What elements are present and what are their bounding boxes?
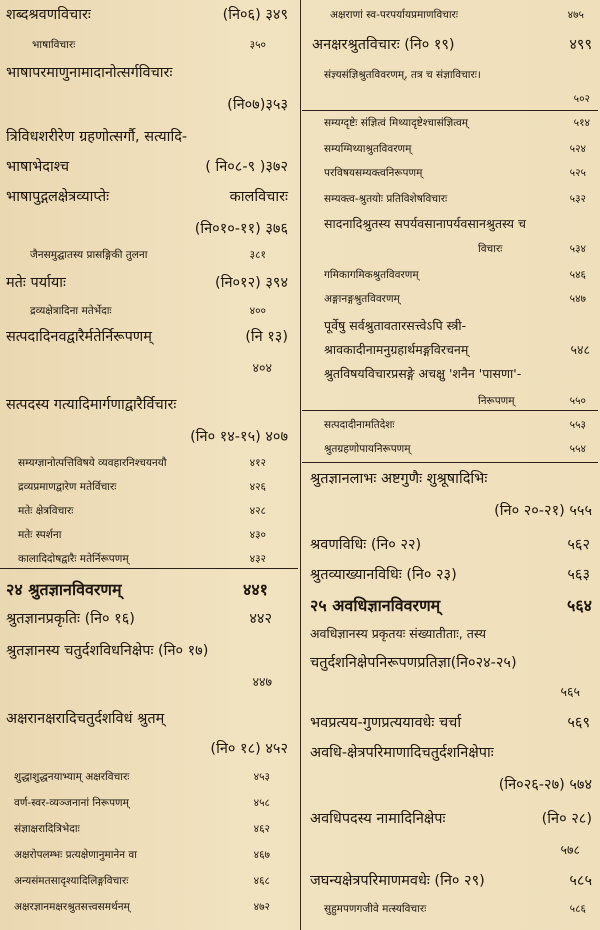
toc-entry: चतुर्दशनिक्षेपनिरूपणप्रतिज्ञा(नि०२४-२५): [310, 655, 517, 671]
toc-entry-page-line: (नि० १८) ४५२: [210, 741, 288, 757]
toc-entry: श्रुतज्ञानलाभः अष्टगुणैः शुश्रूषादिभिः: [310, 471, 488, 487]
toc-entry: द्रव्यक्षेत्रादिना मतेर्भेदाः ४००: [30, 305, 266, 317]
toc-entry: अनक्षरश्रुतविचारः (नि० १९) ४९९: [312, 37, 592, 53]
toc-entry-page-line: ५०२: [573, 93, 590, 105]
toc-entry-page-line: (नि०१०-११) ३७६: [194, 221, 288, 237]
toc-entry: त्रिविधशरीरेण ग्रहणोत्सर्गौ, सत्यादि-: [6, 129, 188, 145]
toc-entry-page-line: ४०४: [252, 360, 272, 375]
toc-entry: भाषापरमाणुनामादानोत्सर्गविचारः: [6, 65, 173, 81]
toc-entry: परविषयसम्यक्त्वनिरूपणम् ५२५: [324, 167, 586, 179]
toc-entry: शुद्धाशुद्धनयाभ्याम् अक्षरविचारः ४५३: [14, 771, 270, 783]
section-rule: [302, 462, 598, 463]
toc-entry: भाषापुद्गलक्षेत्रव्याप्तेः कालविचारः: [6, 189, 288, 205]
toc-entry: अवधिज्ञानस्य प्रकृतयः संख्यातीताः, तस्य: [310, 626, 486, 641]
toc-entry: श्रुतविषयविचारप्रसङ्गे अचक्षु 'शनैन 'पासणा'-: [324, 366, 522, 381]
toc-entry: जघन्यक्षेत्रपरिमाणमवधेः (नि० २९) ५८५: [310, 873, 592, 889]
toc-entry-page-line: (नि०२६-२७) ५७४: [498, 777, 592, 793]
toc-entry: शब्दश्रवणविचारः (नि०६) ३४९: [6, 7, 288, 23]
toc-entry: द्रव्यप्रमाणद्वारेण मतेर्विचारः ४२६: [18, 481, 266, 493]
toc-entry: मतेः पर्यायाः (नि०१२) ३९४: [6, 275, 288, 291]
toc-entry: श्रुतग्रहणोपायनिरूपणम् ५५४: [324, 443, 586, 455]
toc-entry: भाषाविचारः ३५०: [32, 39, 266, 51]
toc-entry: श्रावकादीनामनुग्रहार्थमङ्गविरचनम् ५४८: [324, 342, 590, 357]
toc-entry: भाषाभेदाश्च ( नि०८-९ )३७२: [6, 159, 288, 175]
toc-entry: सुहुमपणगजीवे मत्स्यविचारः ५८६: [324, 903, 586, 915]
toc-entry: विचारः ५३४: [478, 243, 586, 255]
column-divider: [300, 0, 301, 930]
toc-entry: गमिकागमिकश्रुतविवरणम् ५४६: [324, 269, 586, 281]
toc-entry: सत्पदादिनवद्वारैर्मतेर्निरूपणम् (नि १३): [6, 329, 288, 345]
toc-entry: निरूपणम् ५५०: [478, 395, 586, 407]
toc-entry: भवप्रत्यय-गुणप्रत्ययावधेः चर्चा ५६९: [310, 715, 590, 731]
toc-entry: मतेः स्पर्शना ४३०: [18, 529, 266, 541]
toc-entry: जैनसमुद्घातस्य प्रासङ्गिकी तुलना ३८१: [30, 249, 266, 261]
toc-entry: पूर्वेषु सर्वश्रुतावतारसत्त्वेऽपि स्त्री-: [324, 318, 467, 333]
toc-entry-page-line: ४४७: [252, 674, 272, 689]
toc-entry: सादनादिश्रुतस्य सपर्यवसानापर्यवसानश्रुतस्य च: [324, 216, 526, 231]
toc-entry-page-line: ५७८: [560, 842, 580, 857]
toc-entry: सम्यक्त्व-श्रुतयोः प्रतिविशेषविचारः ५३२: [324, 193, 586, 205]
toc-entry: श्रवणविधिः (नि० २२) ५६२: [310, 537, 590, 553]
toc-chapter-heading: २५ अवधिज्ञानविवरणम् ५६४: [310, 596, 592, 615]
toc-entry: संज्ञाक्षरादित्रिभेदाः ४६२: [14, 823, 270, 835]
toc-entry: अवधिपदस्य नामादिनिक्षेपः (नि० २८): [310, 811, 592, 827]
toc-entry: अक्षरानक्षरादिचतुर्दशविधं श्रुतम्: [6, 711, 165, 727]
toc-entry: अक्षराणां स्व-परपर्यायप्रमाणविचारः ४७५: [330, 9, 584, 21]
toc-entry-page-line: ५६५: [560, 684, 580, 699]
toc-entry: श्रुतव्याख्यानविधिः (नि० २३) ५६३: [310, 567, 590, 583]
toc-entry: श्रुतज्ञानस्य चतुर्दशविधनिक्षेपः (नि० १७): [6, 643, 209, 659]
toc-entry: अवधि-क्षेत्रपरिमाणादिचतुर्दशनिक्षेपाः: [310, 745, 494, 761]
toc-entry: अक्षरोपलम्भः प्रत्यक्षेणानुमानेन वा ४६७: [14, 849, 270, 861]
section-rule: [302, 110, 598, 111]
toc-entry: मतेः क्षेत्रविचारः ४२८: [18, 505, 266, 517]
toc-entry: वर्ण-स्वर-व्यञ्जनानां निरूपणम् ४५८: [14, 797, 270, 809]
toc-entry-page-line: (नि० १४-१५) ४०७: [190, 429, 288, 445]
toc-entry: सम्यग्दृष्टेः संज्ञित्वं मिथ्यादृष्टेश्चासंज्ञित्वम् ५१४: [324, 117, 590, 129]
section-rule: [0, 568, 298, 569]
section-rule: [302, 410, 598, 411]
toc-chapter-heading: २४ श्रुतज्ञानविवरणम् ४४१: [6, 580, 268, 599]
toc-entry: अङ्गानङ्गश्रुतविवरणम् ५४७: [324, 293, 586, 305]
toc-entry: सत्पदस्य गत्यादिमार्गणाद्वारैर्विचारः: [6, 397, 177, 413]
toc-entry: सम्यग्मिथ्याश्रुतविवरणम् ५२४: [324, 143, 586, 155]
toc-entry: अन्यसंमतसादृश्यादिलिङ्गविचारः ४६८: [14, 875, 270, 887]
toc-entry: संज्ञ्यसंज्ञिश्रुतविवरणम्, तत्र च संज्ञाविचारः।: [324, 69, 481, 81]
toc-entry-page-line: (नि० २०-२१) ५५५: [494, 503, 592, 519]
toc-entry: सत्पदादीनामतिदेशः ५५३: [324, 419, 586, 431]
toc-entry: कालादिदोषद्वारैः मतेर्निरूपणम् ४३२: [18, 553, 266, 565]
toc-entry: सम्यग्ज्ञानोत्पत्तिविषये व्यवहारनिश्चयनयौ ४१२: [18, 457, 266, 469]
toc-entry: अक्षरज्ञानमक्षरश्रुतसत्त्वसमर्थनम् ४७२: [14, 901, 270, 913]
toc-entry-page-line: (नि०७)३५३: [227, 97, 288, 113]
toc-right-column: [302, 0, 600, 930]
toc-entry: श्रुतज्ञानप्रकृतिः (नि० १६) ४४२: [6, 611, 272, 627]
